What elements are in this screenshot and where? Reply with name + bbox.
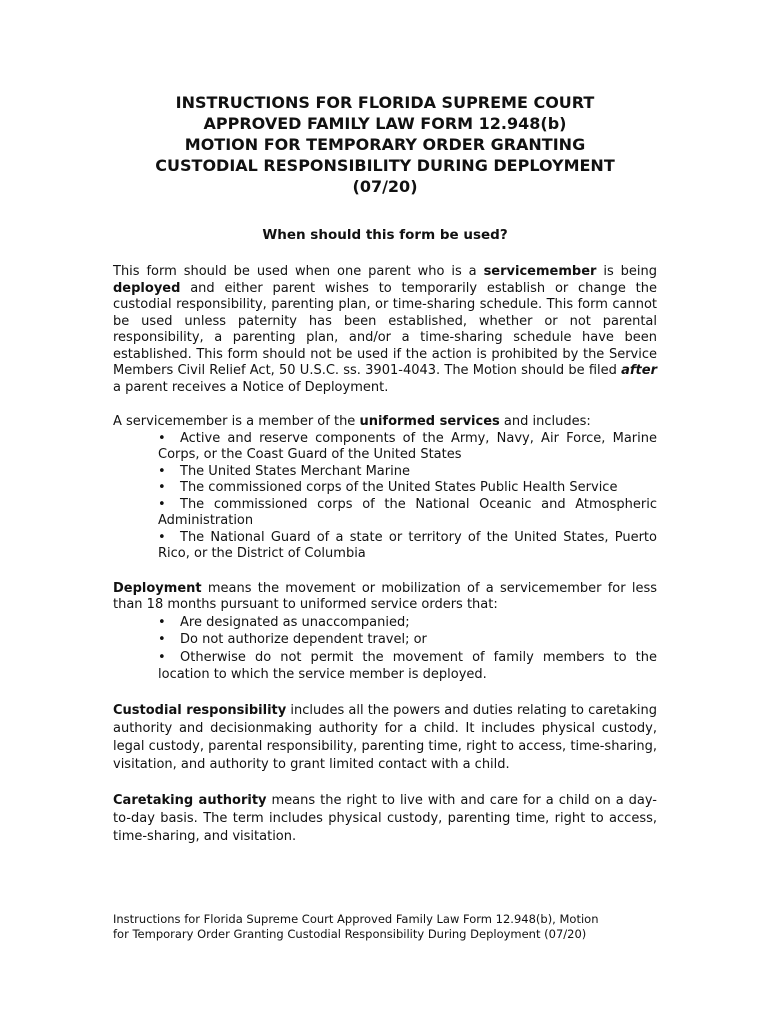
page-footer bbox=[113, 912, 643, 942]
list-item: • The National Guard of a state or territory of the United States, Puerto Rico, or the District of Columbia bbox=[158, 529, 657, 561]
bullet-icon: • bbox=[158, 529, 166, 545]
list-item: • The United States Merchant Marine bbox=[158, 463, 410, 479]
page-title bbox=[113, 92, 657, 197]
title-line: CUSTODIAL RESPONSIBILITY DURING DEPLOYMENT bbox=[155, 156, 615, 175]
bullet-icon: • bbox=[158, 430, 166, 446]
list-item: • The commissioned corps of the United States Public Health Service bbox=[158, 480, 618, 495]
bullet-icon: • bbox=[158, 632, 166, 647]
servicemember-paragraph: A servicemember is a member of the uniformed services and includes: bbox=[113, 414, 591, 429]
title-line: MOTION FOR TEMPORARY ORDER GRANTING bbox=[184, 135, 586, 154]
list-item: • Otherwise do not permit the movement of family members to the location to which the service member is deployed. bbox=[158, 649, 657, 682]
list-item: • Are designated as unaccompanied; bbox=[158, 614, 410, 630]
footer-line: Instructions for Florida Supreme Court Approved Family Law Form 12.948(b), Motion bbox=[113, 912, 599, 926]
deployment-list bbox=[113, 614, 657, 684]
document-page bbox=[113, 92, 657, 846]
bullet-icon: • bbox=[158, 463, 166, 479]
section-heading: When should this form be used? bbox=[262, 227, 508, 243]
bullet-icon: • bbox=[158, 614, 166, 630]
list-item: • Active and reserve components of the Army, Navy, Air Force, Marine Corps, or the Coast Guard of the United States bbox=[158, 430, 657, 462]
intro-paragraph: This form should be used when one parent who is a servicemember is being deployed and either parent wishes to temporarily establish or change the custodial responsibility, parenting plan, or time-sharing schedule. This form cannot be used unless paternity has been established, whether or not parental responsibility, a parenting plan, and/or a time-sharing schedule have been established. This form should not be used if the action is prohibited by the Service Members Civil Relief Act, 50 U.S.C. ss. 3901-4043. The Motion should be filed after a parent receives a Notice of Deployment. bbox=[113, 264, 657, 395]
list-item: • The commissioned corps of the National Oceanic and Atmospheric Administration bbox=[158, 496, 657, 528]
bullet-icon: • bbox=[158, 496, 166, 512]
uniformed-services-list bbox=[113, 431, 657, 563]
deployment-paragraph: Deployment means the movement or mobilization of a servicemember for less than 18 months pursuant to uniformed service orders that: bbox=[113, 580, 657, 612]
list-item: • Do not authorize dependent travel; or bbox=[158, 632, 427, 647]
bullet-icon: • bbox=[158, 649, 166, 665]
footer-line: for Temporary Order Granting Custodial Responsibility During Deployment (07/20) bbox=[113, 927, 587, 941]
bullet-icon: • bbox=[158, 480, 166, 495]
title-line: INSTRUCTIONS FOR FLORIDA SUPREME COURT bbox=[175, 93, 595, 112]
custodial-paragraph: Custodial responsibility includes all the powers and duties relating to caretaking authority and decisionmaking authority for a child. It includes physical custody, legal custody, parental responsibility, parenting time, right to access, time-sharing, visitation, and authority to grant limited contact with a child. bbox=[113, 702, 657, 772]
title-line: (07/20) bbox=[352, 177, 418, 196]
title-line: APPROVED FAMILY LAW FORM 12.948(b) bbox=[203, 114, 567, 133]
caretaking-paragraph: Caretaking authority means the right to live with and care for a child on a day-to-day basis. The term includes physical custody, parenting time, right to access, time-sharing, and visitation. bbox=[113, 792, 657, 844]
